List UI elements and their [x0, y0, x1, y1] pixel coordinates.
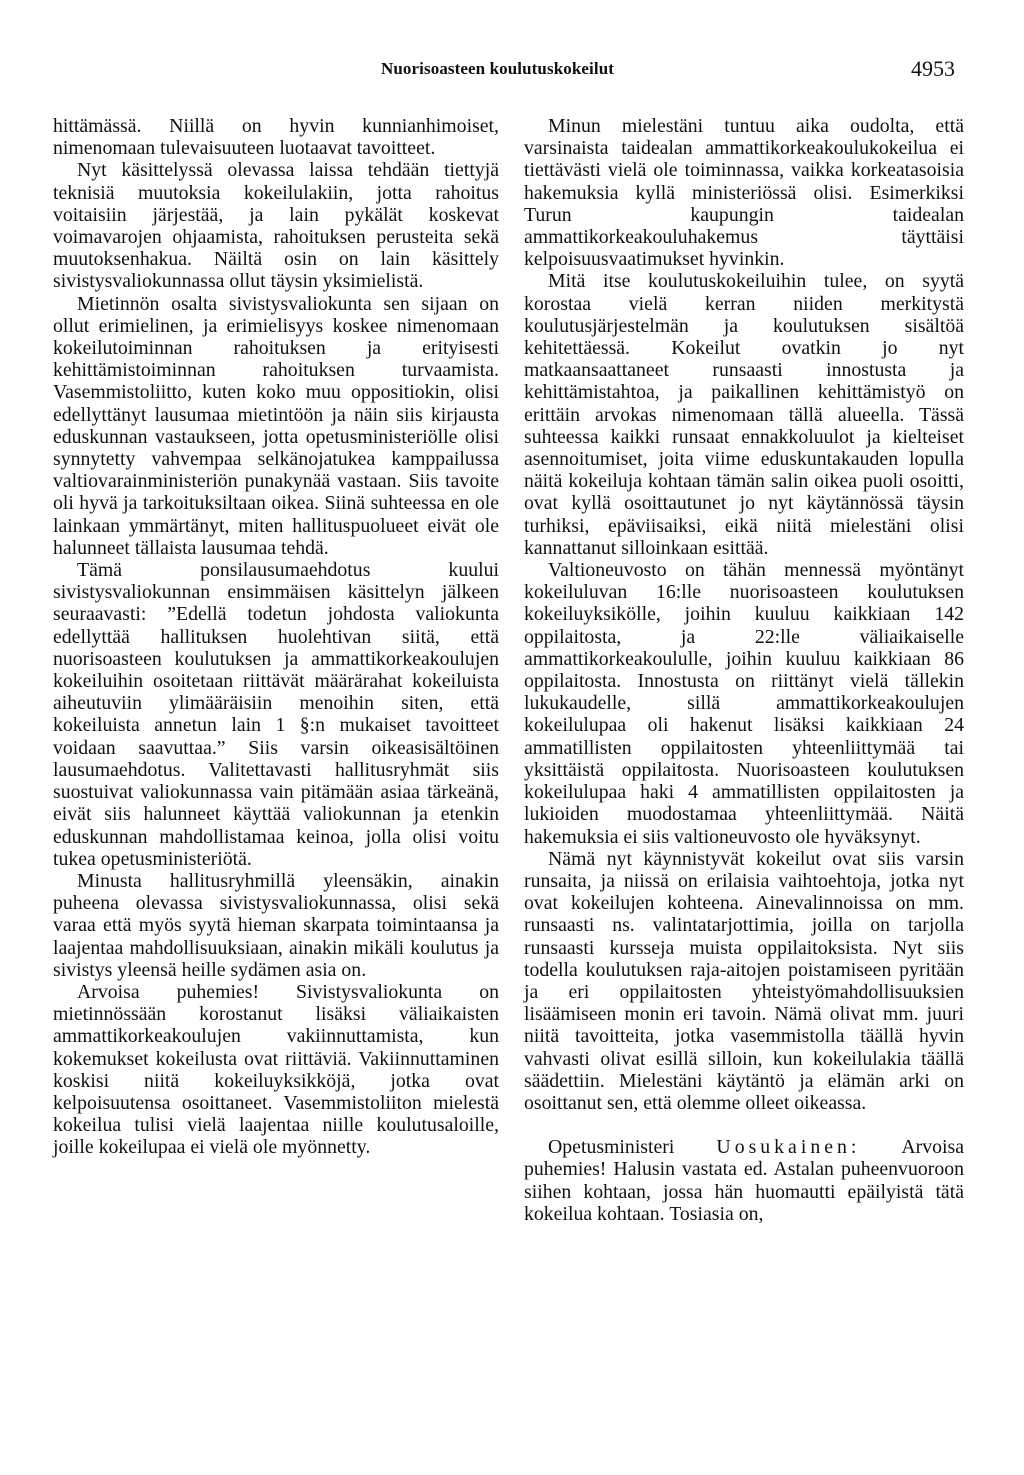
page-header [0, 52, 1024, 92]
paragraph: Nyt käsittelyssä olevassa laissa tehdään tiettyjä teknisiä muutoksia kokeilulakiin, jotta rahoitus voitaisiin järjestää, ja lain pykälät koskevat voimavarojen ohjaamista, rahoituksen perusteita sekä muutoksenhakua. Näiltä osin on lain käsittely sivistysvaliokunnassa ollut täysin yksimielistä. [53, 159, 499, 293]
paragraph: Mietinnön osalta sivistysvaliokunta sen sijaan on ollut erimielinen, ja erimielisyys koskee nimenomaan kokeilutoiminnan rahoituksen ja erityisesti kehittämistoiminnan rahoituksen turvaamista. Vasemmistoliitto, kuten koko muu oppositiokin, olisi edellyttänyt lausumaa mietintöön ja näin siis kirjausta eduskunnan vastaukseen, jotta opetusministeriölle olisi synnytetty vahvempaa selkänojatukea kamppailussa valtiovarainministeriön punakynää vastaan. Siis tavoite oli hyvä ja tarkoituksiltaan oikea. Siinä suhteessa en ole lainkaan ymmärtänyt, miten hallituspuolueet eivät ole halunneet tällaista lausumaa tehdä. [53, 292, 499, 559]
speaker-name: Uosukainen: [716, 1136, 861, 1159]
paragraph: Minun mielestäni tuntuu aika oudolta, että varsinaista taidealan ammattikorkeakoulukokeilua ei tiettävästi vielä ole toiminnassa, vaikka korkeatasoisia hakemuksia kyllä ministeriössä olisi. Esimerkiksi Turun kaupungin taidealan ammattikorkeakouluhakemus täyttäisi kelpoisuusvaatimukset hyvinkin. [524, 115, 964, 271]
paragraph: Mitä itse koulutuskokeiluihin tulee, on syytä korostaa vielä kerran niiden merkitystä koulutusjärjestelmän ja koulutuksen sisältöä kehitettäessä. Kokeilut ovatkin jo nyt matkaansaattaneet runsaasti innostusta ja kehittämistahtoa, ja paikallinen kehittämistyö on erittäin arvokas nimenomaan tällä alueella. Tässä suhteessa kaikki runsaat ennakkoluulot ja kielteiset asennoitumiset, joita viime eduskuntakauden lopulla näitä kokeiluja kohtaan tämän salin oikea puoli osoitti, ovat kyllä osoittautunet jo nyt käytännössä täysin turhiksi, epäviisaiksi, eikä niitä mielestäni olisi kannattanut silloinkaan esittää. [524, 270, 964, 559]
paragraph: Nämä nyt käynnistyvät kokeilut ovat siis varsin runsaita, ja niissä on erilaisia vaihtoehtoja, jotka nyt ovat kokeilujen kohteena. Ainevalinnoissa on mm. runsaasti ns. valintatarjottimia, joilla on tarjolla runsaasti kursseja muista oppilaitoksista. Nyt siis todella koulutuksen raja-aitojen poistamiseen pyritään ja eri oppilaitosten yhteistyömahdollisuuksien lisäämiseen monin eri tavoin. Nämä olivat mm. juuri niitä tavoitteita, jotka vasemmistolla täällä hyvin vahvasti olivat esillä silloin, kun kokeilulakia täällä säädettiin. Mielestäni käytäntö ja elämän arki on osoittanut sen, että olemme olleet oikeassa. [524, 847, 964, 1114]
paragraph: Arvoisa puhemies! Sivistysvaliokunta on mietinnössään korostanut lisäksi väliaikaisten ammattikorkeakoulujen vakiinnuttamista, kun kokemukset kokeilusta ovat riittäviä. Vakiinnuttaminen koskisi niitä kokeiluyksikköjä, jotka ovat kelpoisuutensa osoittaneet. Vasemmistoliiton mielestä kokeilua tulisi vielä laajentaa niille koulutusaloille, joille kokeilupaa ei vielä ole myönnetty. [53, 980, 499, 1159]
paragraph: Tämä ponsilausumaehdotus kuului sivistysvaliokunnan ensimmäisen käsittelyn jälkeen seuraavasti: ”Edellä todetun johdosta valiokunta edellyttää hallituksen huolehtivan siitä, että nuorisoasteen koulutuksen ja ammattikorkeakoulujen kokeiluihin osoitetaan riittävät määrärahat kokeiluista aiheutuviin ylimääräisiin menoihin siten, että kokeiluista annetun lain 1 §:n mukaiset tavoitteet voidaan saavuttaa.” Siis varsin oikeasisältöinen lausumaehdotus. Valitettavasti hallitusryhmät siis suostuivat valiokunnassa vain pitämään asiaa tärkeänä, eivät siis halunneet käyttää valiokunnan ja etenkin eduskunnan mahdollistamaa keinoa, jolla olisi voitu tukea opetusministeriötä. [53, 559, 499, 870]
running-title: Nuorisoasteen koulutuskokeilut [381, 59, 615, 78]
paragraph: Valtioneuvosto on tähän mennessä myöntänyt kokeiluluvan 16:lle nuorisoasteen koulutuksen kokeiluyksikölle, joihin kuuluu kaikkiaan 142 oppilaitosta, ja 22:lle väliaikaiselle ammattikorkeakoululle, joihin kuuluu kaikkiaan 86 oppilaitosta. Innostusta on riittänyt vielä tällekin lukukaudelle, sillä ammattikorkeakoulujen kokeilulupaa oli hakenut lisäksi kaikkiaan 24 ammatillisten oppilaitosten yhteenliittymää tai yksittäistä oppilaitosta. Nuorisoasteen koulutuksen kokeilulupaa haki 4 ammatillisten oppilaitosten ja lukioiden muodostamaa yhteenliittymää. Näitä hakemuksia ei siis valtioneuvosto ole hyväksynyt. [524, 559, 964, 848]
paragraph: hittämässä. Niillä on hyvin kunnianhimoiset, nimenomaan tulevaisuuteen luotaavat tavoitteet. [53, 115, 499, 160]
page-number: 4953 [911, 56, 955, 81]
speech-paragraph [524, 1136, 964, 1225]
right-column [524, 115, 964, 1225]
paragraph: Minusta hallitusryhmillä yleensäkin, ainakin puheena olevassa sivistysvaliokunnassa, olisi sekä varaa että myös syytä hieman skarpata toimintaansa ja laajentaa mahdollisuuksiaan, ainakin mikäli koulutus ja sivistys yleensä heille sydämen asia on. [53, 869, 499, 981]
speaker-role: Opetusministeri [548, 1136, 675, 1159]
left-column [53, 115, 499, 1159]
speech-text: Arvoisa puhemies! Halusin vastata ed. Astalan puheenvuoroon siihen kohtaan, jossa hän huomautti epäilyistä tätä kokeilua kohtaan. Tosiasia on, [524, 1136, 964, 1225]
